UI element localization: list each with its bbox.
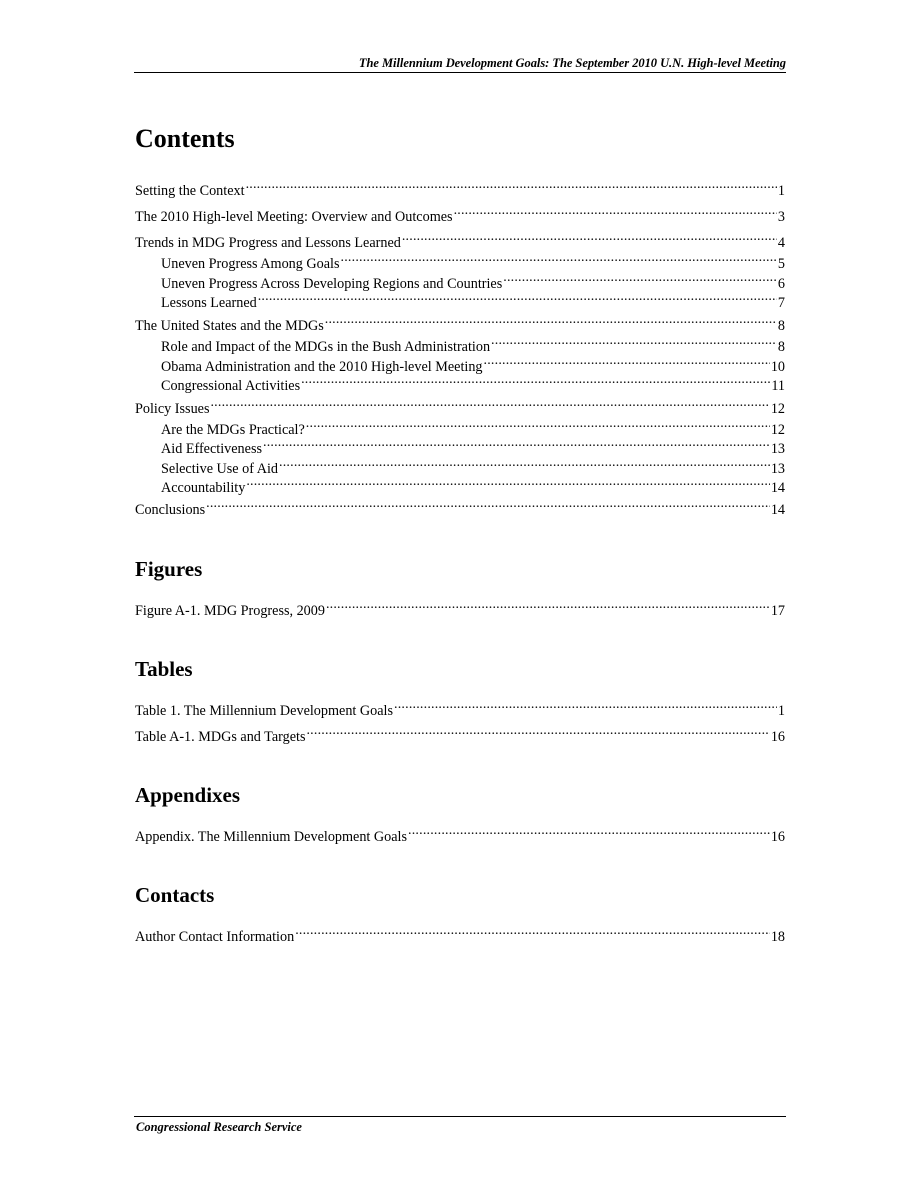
toc-entry-figure-a1[interactable] bbox=[135, 597, 785, 619]
header-rule bbox=[134, 72, 786, 73]
toc-entry-accountability[interactable] bbox=[161, 474, 785, 496]
toc-entry-policy-issues[interactable] bbox=[135, 395, 785, 417]
dot-leader bbox=[263, 435, 770, 453]
footer-rule bbox=[134, 1116, 786, 1117]
dot-leader bbox=[295, 923, 770, 941]
toc-entry-page: 12 bbox=[770, 401, 785, 417]
toc-entry-label: Are the MDGs Practical? bbox=[161, 422, 305, 438]
toc-entry-label: Obama Administration and the 2010 High-level Meeting bbox=[161, 359, 483, 375]
dot-leader bbox=[210, 395, 769, 413]
dot-leader bbox=[325, 312, 777, 330]
toc-entry-page: 17 bbox=[770, 603, 785, 619]
toc-entry-author-contact[interactable] bbox=[135, 923, 785, 945]
toc-entry-label: Author Contact Information bbox=[135, 929, 295, 945]
dot-leader bbox=[484, 353, 770, 371]
dot-leader bbox=[503, 270, 777, 288]
toc-entry-uneven-progress-regions[interactable] bbox=[161, 270, 785, 292]
toc-entry-obama-administration[interactable] bbox=[161, 353, 785, 375]
toc-entry-page: 8 bbox=[777, 318, 785, 334]
toc-entry-congressional-activities[interactable] bbox=[161, 372, 785, 394]
dot-leader bbox=[491, 333, 777, 351]
dot-leader bbox=[408, 823, 770, 841]
contents-heading: Contents bbox=[135, 124, 235, 153]
toc-entry-page: 18 bbox=[770, 929, 785, 945]
toc-entry-page: 10 bbox=[770, 359, 785, 375]
dot-leader bbox=[306, 416, 770, 434]
toc-entry-label: The United States and the MDGs bbox=[135, 318, 324, 334]
dot-leader bbox=[454, 203, 777, 221]
tables-heading: Tables bbox=[135, 657, 193, 681]
dot-leader bbox=[279, 455, 770, 473]
dot-leader bbox=[394, 697, 777, 715]
dot-leader bbox=[341, 250, 777, 268]
dot-leader bbox=[258, 289, 777, 307]
contacts-heading: Contacts bbox=[135, 883, 215, 907]
toc-entry-appendix[interactable] bbox=[135, 823, 785, 845]
toc-entry-table-a1[interactable] bbox=[135, 723, 785, 745]
toc-entry-label: Uneven Progress Across Developing Regions and Countries bbox=[161, 276, 503, 292]
toc-entry-label: Accountability bbox=[161, 480, 246, 496]
toc-entry-label: Congressional Activities bbox=[161, 378, 301, 394]
dot-leader bbox=[206, 496, 770, 514]
dot-leader bbox=[402, 229, 777, 247]
toc-entry-uneven-progress-goals[interactable] bbox=[161, 250, 785, 272]
toc-entry-lessons-learned[interactable] bbox=[161, 289, 785, 311]
toc-entry-label: Conclusions bbox=[135, 502, 206, 518]
toc-entry-label: Aid Effectiveness bbox=[161, 441, 262, 457]
toc-entry-table-1[interactable] bbox=[135, 697, 785, 719]
toc-entry-page: 13 bbox=[770, 461, 785, 477]
toc-entry-conclusions[interactable] bbox=[135, 496, 785, 518]
toc-entry-page: 16 bbox=[770, 729, 785, 745]
toc-entry-page: 11 bbox=[771, 378, 785, 394]
toc-entry-label: Appendix. The Millennium Development Goals bbox=[135, 829, 408, 845]
dot-leader bbox=[246, 177, 777, 195]
toc-entry-label: Setting the Context bbox=[135, 183, 245, 199]
toc-entry-page: 6 bbox=[777, 276, 785, 292]
toc-entry-page: 3 bbox=[777, 209, 785, 225]
toc-entry-label: Lessons Learned bbox=[161, 295, 257, 311]
toc-entry-page: 1 bbox=[777, 183, 785, 199]
toc-entry-page: 1 bbox=[777, 703, 785, 719]
toc-entry-page: 14 bbox=[770, 480, 785, 496]
toc-entry-page: 4 bbox=[777, 235, 785, 251]
dot-leader bbox=[301, 372, 770, 390]
toc-entry-label: Figure A-1. MDG Progress, 2009 bbox=[135, 603, 325, 619]
toc-entry-mdgs-practical[interactable] bbox=[161, 416, 785, 438]
toc-entry-label: Uneven Progress Among Goals bbox=[161, 256, 340, 272]
toc-entry-label: The 2010 High-level Meeting: Overview and Outcomes bbox=[135, 209, 453, 225]
toc-entry-label: Trends in MDG Progress and Lessons Learned bbox=[135, 235, 401, 251]
toc-entry-united-states[interactable] bbox=[135, 312, 785, 334]
toc-entry-label: Role and Impact of the MDGs in the Bush Administration bbox=[161, 339, 491, 355]
dot-leader bbox=[326, 597, 770, 615]
toc-entry-page: 7 bbox=[777, 295, 785, 311]
toc-entry-page: 16 bbox=[770, 829, 785, 845]
toc-entry-page: 13 bbox=[770, 441, 785, 457]
toc-entry-label: Policy Issues bbox=[135, 401, 210, 417]
toc-entry-high-level-meeting[interactable] bbox=[135, 203, 785, 225]
toc-entry-label: Selective Use of Aid bbox=[161, 461, 279, 477]
toc-entry-trends[interactable] bbox=[135, 229, 785, 251]
dot-leader bbox=[246, 474, 769, 492]
toc-entry-page: 8 bbox=[777, 339, 785, 355]
toc-entry-aid-effectiveness[interactable] bbox=[161, 435, 785, 457]
toc-entry-label: Table 1. The Millennium Development Goals bbox=[135, 703, 394, 719]
toc-entry-selective-use-of-aid[interactable] bbox=[161, 455, 785, 477]
toc-entry-page: 12 bbox=[770, 422, 785, 438]
figures-heading: Figures bbox=[135, 557, 203, 581]
dot-leader bbox=[306, 723, 769, 741]
running-header: The Millennium Development Goals: The September 2010 U.N. High-level Meeting bbox=[358, 56, 786, 70]
running-footer: Congressional Research Service bbox=[136, 1120, 302, 1134]
toc-entry-page: 14 bbox=[770, 502, 785, 518]
toc-entry-page: 5 bbox=[777, 256, 785, 272]
toc-entry-bush-administration[interactable] bbox=[161, 333, 785, 355]
appendixes-heading: Appendixes bbox=[135, 783, 241, 807]
toc-entry-setting-the-context[interactable] bbox=[135, 177, 785, 199]
toc-entry-label: Table A-1. MDGs and Targets bbox=[135, 729, 306, 745]
